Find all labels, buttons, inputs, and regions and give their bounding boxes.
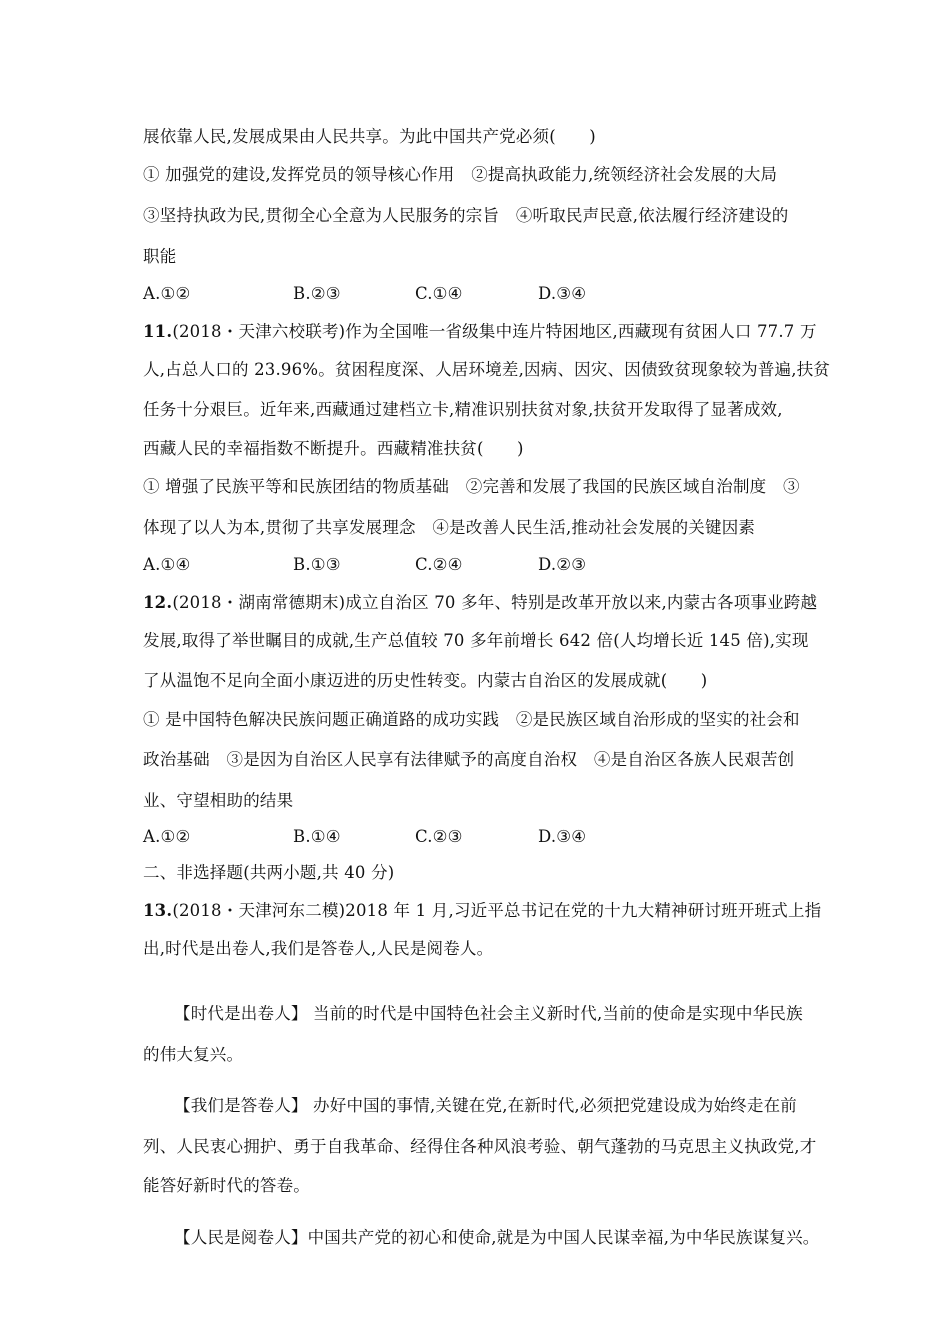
q12-choices-line: 业、守望相助的结果 xyxy=(143,791,294,810)
question-number: 13. xyxy=(143,901,173,920)
q10-choices-line: ① 加强党的建设,发挥党员的领导核心作用 ②提高执政能力,统领经济社会发展的大局 xyxy=(143,165,778,184)
section-heading: 二、非选择题(共两小题,共 40 分) xyxy=(143,863,395,882)
q12-choices-line: ① 是中国特色解决民族问题正确道路的成功实践 ②是民族区域自治形成的坚实的社会和 xyxy=(143,710,800,729)
q11-stem-line: 任务十分艰巨。近年来,西藏通过建档立卡,精准识别扶贫对象,扶贫开发取得了显著成效, xyxy=(143,400,783,419)
q12-stem-line: 12.(2018・湖南常德期末)成立自治区 70 多年、特别是改革开放以来,内蒙古各项事业跨越 xyxy=(143,593,818,612)
q12-stem-line: 发展,取得了举世瞩目的成就,生产总值较 70 多年前增长 642 倍(人均增长近 145 倍),实现 xyxy=(143,631,809,650)
q13-paragraph-line: 【时代是出卷人】 当前的时代是中国特色社会主义新时代,当前的使命是实现中华民族 xyxy=(174,1004,803,1023)
q12-stem-line: 了从温饱不足向全面小康迈进的历史性转变。内蒙古自治区的发展成就( ) xyxy=(143,671,708,690)
q13-paragraph-line: 列、人民衷心拥护、勇于自我革命、经得住各种风浪考验、朝气蓬勃的马克思主义执政党,才 xyxy=(143,1137,817,1156)
option-d[interactable]: D.③④ xyxy=(538,284,587,303)
q11-stem-line: 西藏人民的幸福指数不断提升。西藏精准扶贫( ) xyxy=(143,439,524,458)
option-b[interactable]: B.①③ xyxy=(293,555,341,574)
option-d[interactable]: D.③④ xyxy=(538,827,587,846)
q12-options xyxy=(143,826,843,848)
q13-paragraph-line: 【我们是答卷人】 办好中国的事情,关键在党,在新时代,必须把党建设成为始终走在前 xyxy=(174,1096,797,1115)
option-a[interactable]: A.①② xyxy=(143,827,191,846)
q12-choices-line: 政治基础 ③是因为自治区人民享有法律赋予的高度自治权 ④是自治区各族人民艰苦创 xyxy=(143,750,795,769)
q11-stem-line: 人,占总人口的 23.96%。贫困程度深、人居环境差,因病、因灾、因债致贫现象较为普遍,扶贫 xyxy=(143,360,831,379)
option-b[interactable]: B.②③ xyxy=(293,284,341,303)
option-c[interactable]: C.①④ xyxy=(415,284,463,303)
question-number: 12. xyxy=(143,593,173,612)
option-b[interactable]: B.①④ xyxy=(293,827,341,846)
q13-stem-line: 13.(2018・天津河东二模)2018 年 1 月,习近平总书记在党的十九大精神研讨班开班式上指 xyxy=(143,901,822,920)
q13-paragraph-line: 的伟大复兴。 xyxy=(143,1045,244,1064)
q13-paragraph-line: 能答好新时代的答卷。 xyxy=(143,1176,310,1195)
option-c[interactable]: C.②④ xyxy=(415,555,463,574)
q10-choices-line: ③坚持执政为民,贯彻全心全意为人民服务的宗旨 ④听取民声民意,依法履行经济建设的 xyxy=(143,206,789,225)
option-d[interactable]: D.②③ xyxy=(538,555,587,574)
q10-choices-line: 职能 xyxy=(143,247,177,266)
option-a[interactable]: A.①④ xyxy=(143,555,191,574)
q11-choices-line: 体现了以人为本,贯彻了共享发展理念 ④是改善人民生活,推动社会发展的关键因素 xyxy=(143,518,756,537)
option-a[interactable]: A.①② xyxy=(143,284,191,303)
option-c[interactable]: C.②③ xyxy=(415,827,463,846)
q11-options xyxy=(143,554,843,576)
q11-choices-line: ① 增强了民族平等和民族团结的物质基础 ②完善和发展了我国的民族区域自治制度 ③ xyxy=(143,477,800,496)
q11-stem-line: 11.(2018・天津六校联考)作为全国唯一省级集中连片特困地区,西藏现有贫困人口 77.7 万 xyxy=(143,322,817,341)
q13-stem-line: 出,时代是出卷人,我们是答卷人,人民是阅卷人。 xyxy=(143,939,494,958)
question-number: 11. xyxy=(143,322,173,341)
q10-options xyxy=(143,283,843,305)
q13-paragraph-line: 【人民是阅卷人】中国共产党的初心和使命,就是为中国人民谋幸福,为中华民族谋复兴。 xyxy=(174,1228,820,1247)
q10-stem-tail: 展依靠人民,发展成果由人民共享。为此中国共产党必须( ) xyxy=(143,127,596,146)
